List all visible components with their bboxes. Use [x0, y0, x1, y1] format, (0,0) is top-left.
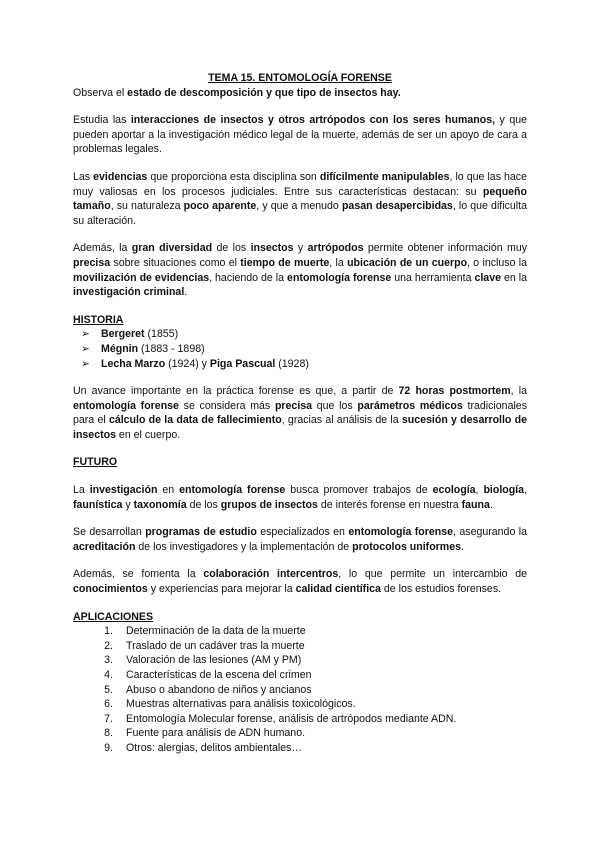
paragraph-futuro-investigacion: La investigación en entomología forense busca promover trabajos de ecología, biología, faunística y taxonomía de los grupos de insectos de interés forense en nuestra fauna. [73, 484, 528, 511]
aplicaciones-list [73, 624, 527, 755]
section-heading-aplicaciones: APLICACIONES [73, 610, 154, 623]
section-heading-historia: HISTORIA [73, 313, 124, 326]
list-item: 5. Abuso o abandono de niños y ancianos [104, 683, 312, 696]
paragraph-futuro-colaboracion: Además, se fomenta la colaboración intercentros, lo que permite un intercambio de conocimientos y experiencias para mejorar la calidad científica de los estudios forenses. [73, 568, 527, 596]
historia-list [73, 327, 527, 371]
list-item: 8. Fuente para análisis de ADN humano. [104, 727, 306, 740]
arrow-bullet-icon: ➢ [81, 357, 90, 370]
arrow-bullet-icon: ➢ [81, 342, 90, 355]
section-heading-futuro: FUTURO [73, 456, 118, 469]
paragraph-evidencias: Las evidencias que proporciona esta disciplina son difícilmente manipulables, lo que las hace muy valiosas en los procesos judiciales. Entre sus características destacan: su pequeño tamaño, su naturaleza poco aparente, y que a menudo pasan desapercibidas, lo que dificulta su alteración. [73, 170, 528, 227]
list-item: ➢ Bergeret (1855) [81, 328, 179, 341]
paragraph-avance: Un avance importante en la práctica forense es que, a partir de 72 horas postmortem, la entomología forense se considera más precisa que los parámetros médicos tradicionales para el cálculo de la data de fallecimiento, gracias al análisis de la sucesión y desarrollo de insectos en el cuerpo. [73, 385, 528, 441]
list-item: 7. Entomología Molecular forense, análisis de artrópodos mediante ADN. [104, 712, 457, 725]
arrow-bullet-icon: ➢ [81, 328, 90, 341]
list-item: ➢ Lecha Marzo (1924) y Piga Pascual (1928) [81, 357, 309, 370]
list-item: 1. Determinación de la data de la muerte [104, 625, 306, 638]
list-item: ➢ Mégnin (1883 - 1898) [81, 342, 205, 355]
list-item: 2. Traslado de un cadáver tras la muerte [104, 639, 305, 652]
intro-paragraph: Observa el estado de descomposición y que tipo de insectos hay. [73, 86, 401, 99]
list-item: 6. Muestras alternativas para análisis toxicológicos. [104, 698, 356, 711]
list-item: 3. Valoración de las lesiones (AM y PM) [104, 654, 302, 667]
page-title: TEMA 15. ENTOMOLOGÍA FORENSE [208, 72, 392, 84]
list-item: 4. Características de la escena del crimen [104, 669, 312, 681]
document-content [73, 71, 527, 756]
list-item: 9. Otros: alergias, delitos ambientales… [104, 741, 303, 754]
paragraph-diversidad: Además, la gran diversidad de los insectos y artrópodos permite obtener información muy precisa sobre situaciones como el tiempo de muerte, la ubicación de un cuerpo, o incluso la movilización de evidencias, haciendo de la entomología forense una herramienta clave en la investigación criminal. [73, 242, 528, 299]
paragraph-futuro-programas: Se desarrollan programas de estudio especializados en entomología forense, asegurando la acreditación de los investigadores y la implementación de protocolos uniformes. [73, 526, 527, 553]
paragraph-definition: Estudia las interacciones de insectos y otros artrópodos con los seres humanos, y que pueden aportar a la investigación médico legal de la muerte, además de ser un apoyo de cara a problemas legales. [73, 114, 527, 156]
